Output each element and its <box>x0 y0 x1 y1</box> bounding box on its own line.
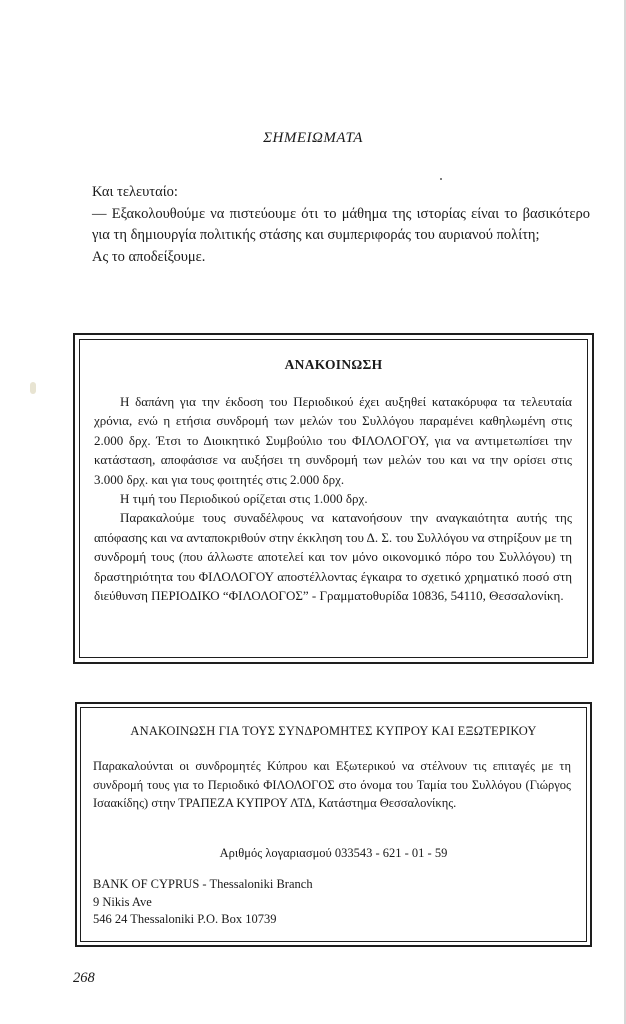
announcement-title: ΑΝΑΚΟΙΝΩΣΗ <box>284 357 383 372</box>
bank-postal: 546 24 Thessaloniki P.O. Box 10739 <box>93 912 277 926</box>
announcement-paragraph: Παρακαλούμε τους συναδέλφους να κατανοήσουν την αναγκαιότητα αυτής της απόφασης και να ανταποκριθούν στην έκκληση του Δ. Σ. του Συλλόγου να στηρίξουν με τη συνδρομή τους (που άλλωστε αποτελεί και τον μόνο οικονομικό πόρο του Συλλόγου) τη δραστηριότητα του ΦΙΛΟΛΟΓΟΥ αποστέλλοντας έγκαιρα το σχετικό χρηματικό ποσό στη διεύθυνση ΠΕΡΙΟΔΙΚΟ “ΦΙΛΟΛΟΓΟΣ” - Γραμματοθυρίδα 10836, 54110, Θεσσαλονίκη. <box>94 510 572 604</box>
announcement-paragraph: Η τιμή του Περιοδικού ορίζεται στις 1.000 δρχ. <box>120 491 368 507</box>
bank-address <box>93 876 313 929</box>
account-number: Αριθμός λογαριασμού 033543 - 621 - 01 - 59 <box>219 846 448 860</box>
intro-paragraph: — Εξακολουθούμε να πιστεύουμε ότι το μάθημα της ιστορίας είναι το βασικότερο για τη δημιουργία πολιτικής στάσης και συμπεριφοράς του αυριανού πολίτη; <box>92 205 590 243</box>
print-speck <box>440 178 442 180</box>
announcement-paragraph: Η δαπάνη για την έκδοση του Περιοδικού έχει αυξηθεί κατακόρυφα τα τελευταία χρόνια, ενώ η ετήσια συνδρομή των μελών του Συλλόγου παραμένει καθηλωμένη στις 2.000 δρχ. Έτσι το Διοικητικό Συμβούλιο του ΦΙΛΟΛΟΓΟΥ, για να αντιμετωπίσει την κατάσταση, αποφάσισε να αυξήσει τη συνδρομή των μελών του και να την ορίσει στις 3.000 δρχ. και για τους φοιτητές στις 2.000 δρχ. <box>94 394 572 487</box>
page-number: 268 <box>73 970 95 986</box>
subscribers-body <box>93 757 571 813</box>
intro-line: Και τελευταίο: <box>92 184 178 200</box>
section-heading: ΣΗΜΕΙΩΜΑΤΑ <box>263 130 363 146</box>
subscribers-title: ΑΝΑΚΟΙΝΩΣΗ ΓΙΑ ΤΟΥΣ ΣΥΝΔΡΟΜΗΤΕΣ ΚΥΠΡΟΥ ΚΑΙ ΕΞΩΤΕΡΙΚΟΥ <box>130 724 537 738</box>
intro-text <box>92 182 590 268</box>
bank-name: BANK OF CYPRUS - Thessaloniki Branch <box>93 877 313 891</box>
bank-street: 9 Nikis Ave <box>93 894 152 909</box>
subscribers-paragraph: Παρακαλούνται οι συνδρομητές Κύπρου και Εξωτερικού να στέλνουν τις επιταγές με τη συνδρομή τους για το Περιοδικό ΦΙΛΟΛΟΓΟΣ στο όνομα του Ταμία του Συλλόγου (Γιώργος Ισαακίδης) στην ΤΡΑΠΕΖΑ ΚΥΠΡΟΥ ΛΤΔ, Κατάστημα Θεσσαλονίκης. <box>93 759 571 811</box>
intro-closing: Ας το αποδείξουμε. <box>92 248 206 265</box>
announcement-body <box>94 392 572 605</box>
paper-stain <box>30 382 36 394</box>
